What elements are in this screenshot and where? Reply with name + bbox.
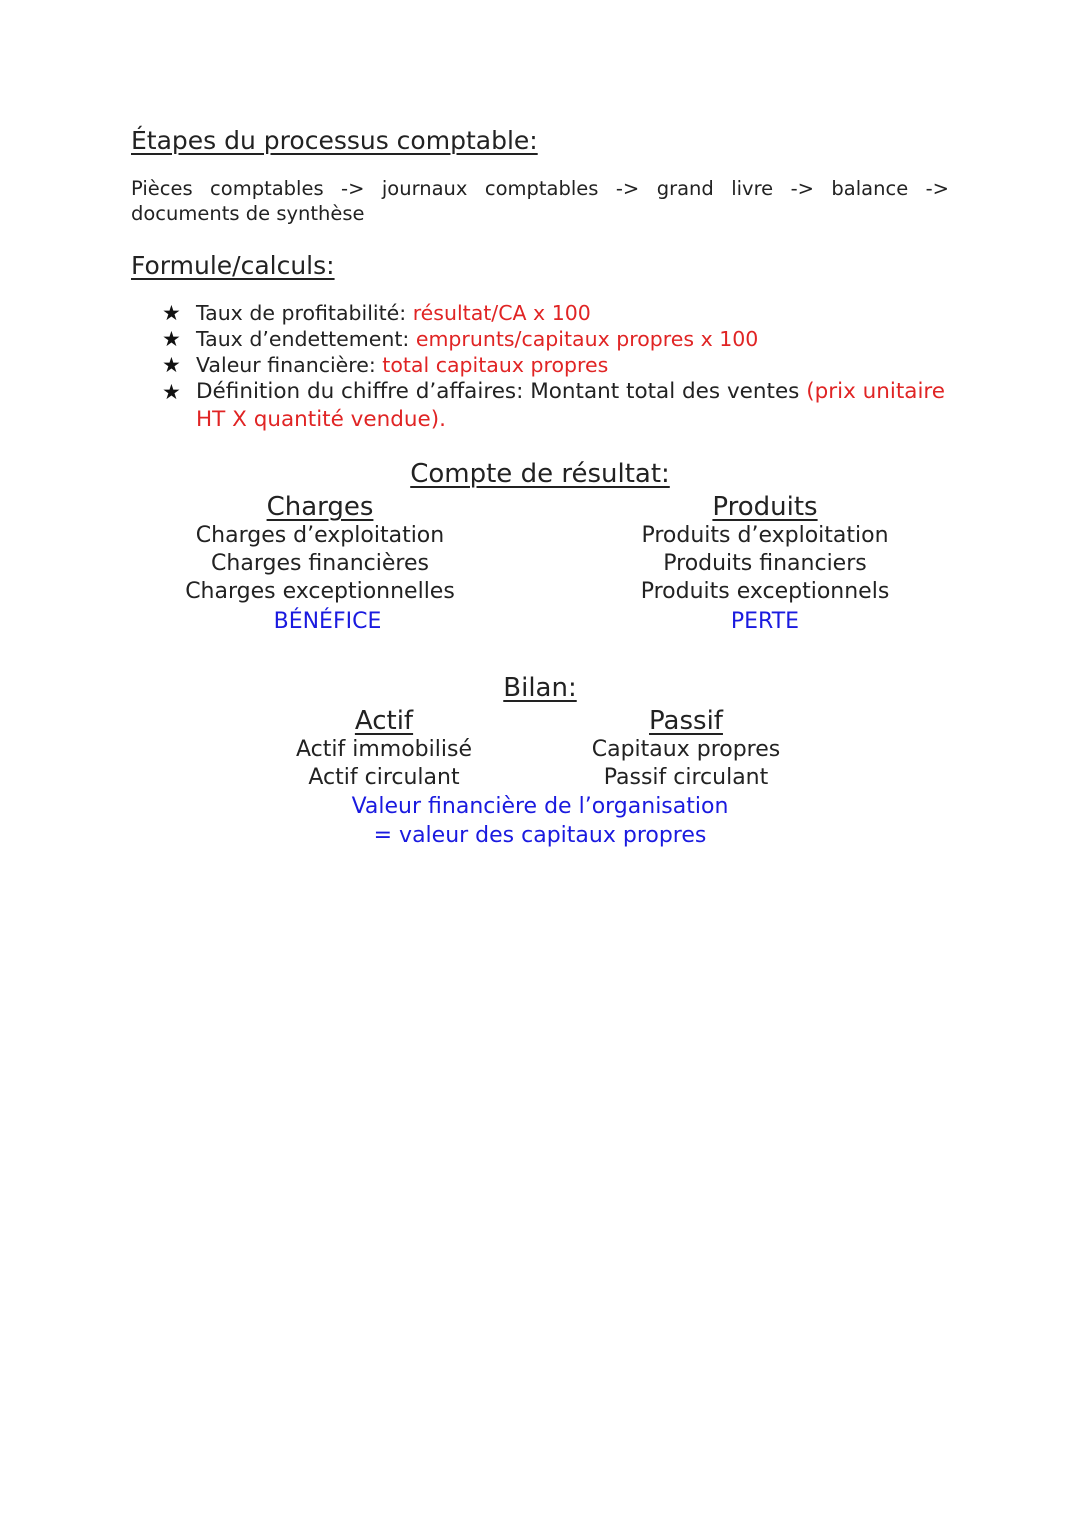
produits-item: Produits d’exploitation: [641, 523, 889, 548]
formula-item: [162, 378, 962, 434]
perte-label: PERTE: [730, 609, 800, 634]
charges-item: Charges exceptionnelles: [185, 579, 455, 604]
star-bullet-icon: ★: [162, 301, 181, 325]
charges-item: Charges d’exploitation: [195, 523, 445, 548]
formula-list: [162, 300, 962, 434]
formula-value: (prix unitaire HT X quantité vendue).: [196, 379, 946, 432]
formula-value: résultat/CA x 100: [412, 301, 591, 325]
etapes-title: Étapes du processus comptable:: [131, 126, 538, 155]
passif-item: Capitaux propres: [591, 737, 781, 762]
actif-column: [264, 706, 504, 792]
actif-heading: Actif: [354, 706, 414, 736]
charges-heading: Charges: [266, 492, 374, 522]
star-bullet-icon: ★: [162, 380, 181, 404]
produits-column: [600, 492, 930, 638]
star-bullet-icon: ★: [162, 353, 181, 377]
charges-column: [160, 492, 480, 638]
actif-item: Actif circulant: [308, 765, 460, 790]
formula-value: emprunts/capitaux propres x 100: [415, 327, 759, 351]
produits-item: Produits exceptionnels: [640, 579, 890, 604]
formula-value: total capitaux propres: [382, 353, 609, 377]
charges-item: Charges financières: [211, 551, 429, 576]
formula-label: Valeur financière:: [196, 353, 383, 377]
bilan-note: [240, 792, 840, 850]
passif-item: Passif circulant: [603, 765, 769, 790]
formula-label: Taux d’endettement:: [196, 327, 416, 351]
etapes-text: Pièces comptables -> journaux comptables -> grand livre -> balance -> documents de synthèse: [131, 177, 949, 225]
formula-item: [162, 352, 962, 378]
produits-item: Produits financiers: [663, 551, 867, 576]
bilan-note-line: Valeur financière de l’organisation: [351, 794, 729, 819]
produits-heading: Produits: [712, 492, 818, 522]
bilan-title: Bilan:: [503, 673, 577, 703]
passif-heading: Passif: [649, 706, 723, 736]
formula-item: [162, 300, 962, 326]
compte-resultat-title: Compte de résultat:: [410, 459, 670, 489]
passif-column: [566, 706, 806, 792]
bilan-note-line: = valeur des capitaux propres: [373, 823, 707, 848]
formula-label: Taux de profitabilité:: [196, 301, 413, 325]
star-bullet-icon: ★: [162, 327, 181, 351]
formules-title: Formule/calculs:: [131, 251, 335, 280]
benefice-label: BÉNÉFICE: [273, 609, 382, 634]
actif-item: Actif immobilisé: [296, 737, 472, 762]
formula-label: Définition du chiffre d’affaires: Montant total des ventes: [196, 379, 807, 404]
formula-item: [162, 326, 962, 352]
